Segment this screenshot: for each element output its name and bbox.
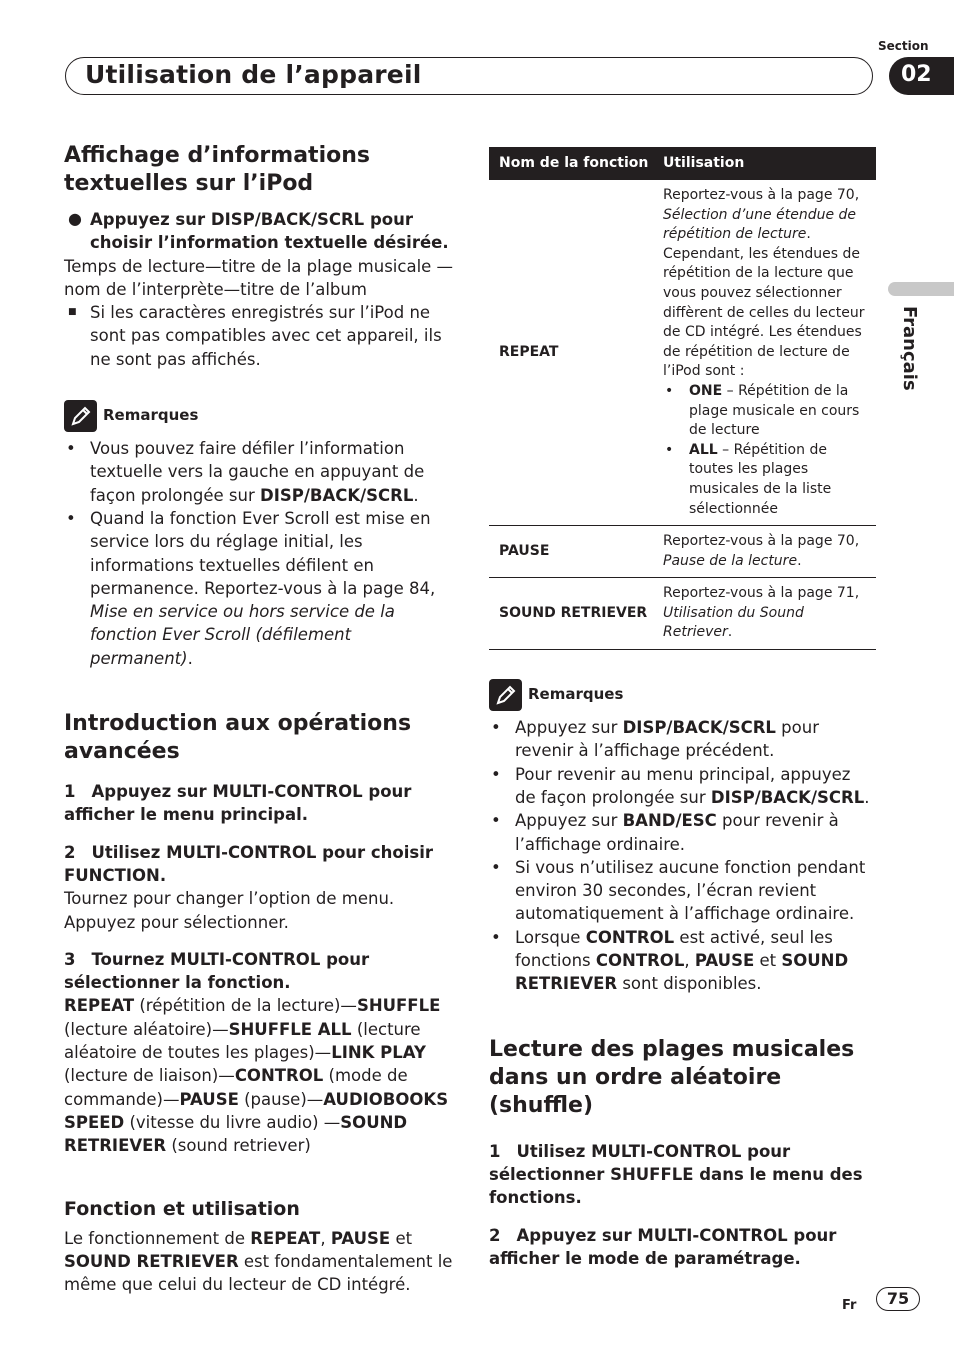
function-table: [489, 147, 876, 650]
function-usage-body: Le fonctionnement de REPEAT, PAUSE et SOUND RETRIEVER est fondamentalement le même que celui du lecteur de CD intégré.: [64, 1228, 453, 1295]
instruction-body: Temps de lecture—titre de la plage musicale —nom de l’interprète—titre de l’album: [64, 256, 454, 299]
notes-title: Remarques: [103, 406, 199, 425]
list-item: • Quand la fonction Ever Scroll est mise en service lors du réglage initial, les informations textuelles défilent en permanence. Reportez-vous à la page 84, Mise en service ou hors service de la fonction Ever Scroll (défilement permanent).: [64, 507, 456, 670]
right-column: [489, 147, 876, 1270]
step-2: 2 Appuyez sur MULTI-CONTROL pour afficher le mode de paramétrage.: [489, 1225, 837, 1268]
function-list: REPEAT (répétition de la lecture)—SHUFFLE (lecture aléatoire)—SHUFFLE ALL (lecture aléatoire de toutes les plages)—LINK PLAY (lecture de liaison)—CONTROL (mode de commande)—PAUSE (pause)—AUDIOBOOKS SPEED (vitesse du livre audio) —SOUND RETRIEVER (sound retriever): [64, 996, 449, 1156]
language-tab: [888, 282, 954, 296]
step-1: 1 Utilisez MULTI-CONTROL pour sélectionner SHUFFLE dans le menu des fonctions.: [489, 1141, 863, 1208]
pencil-note-icon: [64, 400, 97, 432]
table-cell-usage: Reportez-vous à la page 70, Pause de la lecture.: [653, 526, 876, 578]
table-row: [489, 578, 876, 650]
list-item: • Appuyez sur DISP/BACK/SCRL pour revenir à l’affichage précédent.: [489, 716, 876, 763]
table-cell-function: SOUND RETRIEVER: [489, 578, 653, 650]
list-item: • Lorsque CONTROL est activé, seul les fonctions CONTROL, PAUSE et SOUND RETRIEVER sont disponibles.: [489, 926, 876, 996]
repeat-range-list: [663, 382, 872, 519]
section-label: Section: [878, 39, 929, 53]
instruction-text: Appuyez sur DISP/BACK/SCRL pour choisir l’information textuelle désirée.: [90, 210, 449, 253]
list-item: • Si vous n’utilisez aucune fonction pendant environ 30 secondes, l’écran revient automatiquement à l’affichage ordinaire.: [489, 856, 876, 926]
compat-note-text: Si les caractères enregistrés sur l’iPod ne sont pas compatibles avec cet appareil, ils ne sont pas affichés.: [90, 303, 442, 369]
section-heading-ipod-text: Affichage d’informations textuelles sur l’iPod: [64, 143, 370, 196]
pencil-note-icon: [489, 679, 522, 711]
subheading-function-usage: Fonction et utilisation: [64, 1197, 300, 1220]
list-item: • ONE – Répétition de la plage musicale en cours de lecture: [663, 382, 872, 441]
table-cell-function: REPEAT: [489, 180, 653, 526]
table-row: [489, 180, 876, 526]
bullet-dot-icon: ●: [68, 209, 82, 228]
notes-list: [489, 716, 876, 996]
instruction-item: [64, 208, 456, 255]
table-cell-function: PAUSE: [489, 526, 653, 578]
notes-header: [489, 678, 876, 712]
step-2: 2 Utilisez MULTI-CONTROL pour choisir FUNCTION.: [64, 842, 434, 885]
notes-title: Remarques: [528, 685, 624, 704]
step-3: 3 Tournez MULTI-CONTROL pour sélectionner la fonction.: [64, 949, 370, 993]
step-2-body: Tournez pour changer l’option de menu. Appuyez pour sélectionner.: [64, 889, 395, 932]
notes-header: [64, 399, 456, 433]
list-item: • Pour revenir au menu principal, appuyez de façon prolongée sur DISP/BACK/SCRL.: [489, 763, 876, 810]
compat-note: [64, 301, 456, 371]
table-cell-usage: Reportez-vous à la page 71, Utilisation du Sound Retriever.: [653, 578, 876, 650]
list-item: • ALL – Répétition de toutes les plages musicales de la liste sélectionnée: [663, 441, 872, 519]
step-1: 1 Appuyez sur MULTI-CONTROL pour afficher le menu principal.: [64, 782, 412, 825]
section-number: 02: [889, 57, 954, 95]
language-label: Français: [899, 306, 920, 391]
page-title: Utilisation de l’appareil: [85, 60, 422, 89]
square-bullet-icon: ■: [68, 307, 77, 318]
table-header-usage: Utilisation: [653, 147, 876, 180]
table-row: [489, 526, 876, 578]
notes-list: [64, 437, 456, 670]
page-number: 75: [876, 1287, 920, 1311]
left-column: [64, 142, 456, 1296]
table-cell-usage: Reportez-vous à la page 70, Sélection d’une étendue de répétition de lecture. Cependant, les étendues de répétition de la lecture que vous pouvez sélectionner diffèrent de celles du lecteur de CD intégré. Les étendues de répétition de lecture de l’iPod sont : • ONE – Répétition de la plage musicale en cours de lecture • ALL – Répétition de toutes les plages musicales de la liste sélectionnée: [653, 180, 876, 526]
list-item: • Appuyez sur BAND/ESC pour revenir à l’affichage ordinaire.: [489, 809, 876, 856]
table-header-function: Nom de la fonction: [489, 147, 653, 180]
footer-language-code: Fr: [842, 1298, 857, 1313]
list-item: • Vous pouvez faire défiler l’information textuelle vers la gauche en appuyant de façon prolongée sur DISP/BACK/SCRL.: [64, 437, 456, 507]
section-heading-advanced: Introduction aux opérations avancées: [64, 711, 412, 765]
section-heading-shuffle: Lecture des plages musicales dans un ordre aléatoire (shuffle): [489, 1036, 855, 1118]
